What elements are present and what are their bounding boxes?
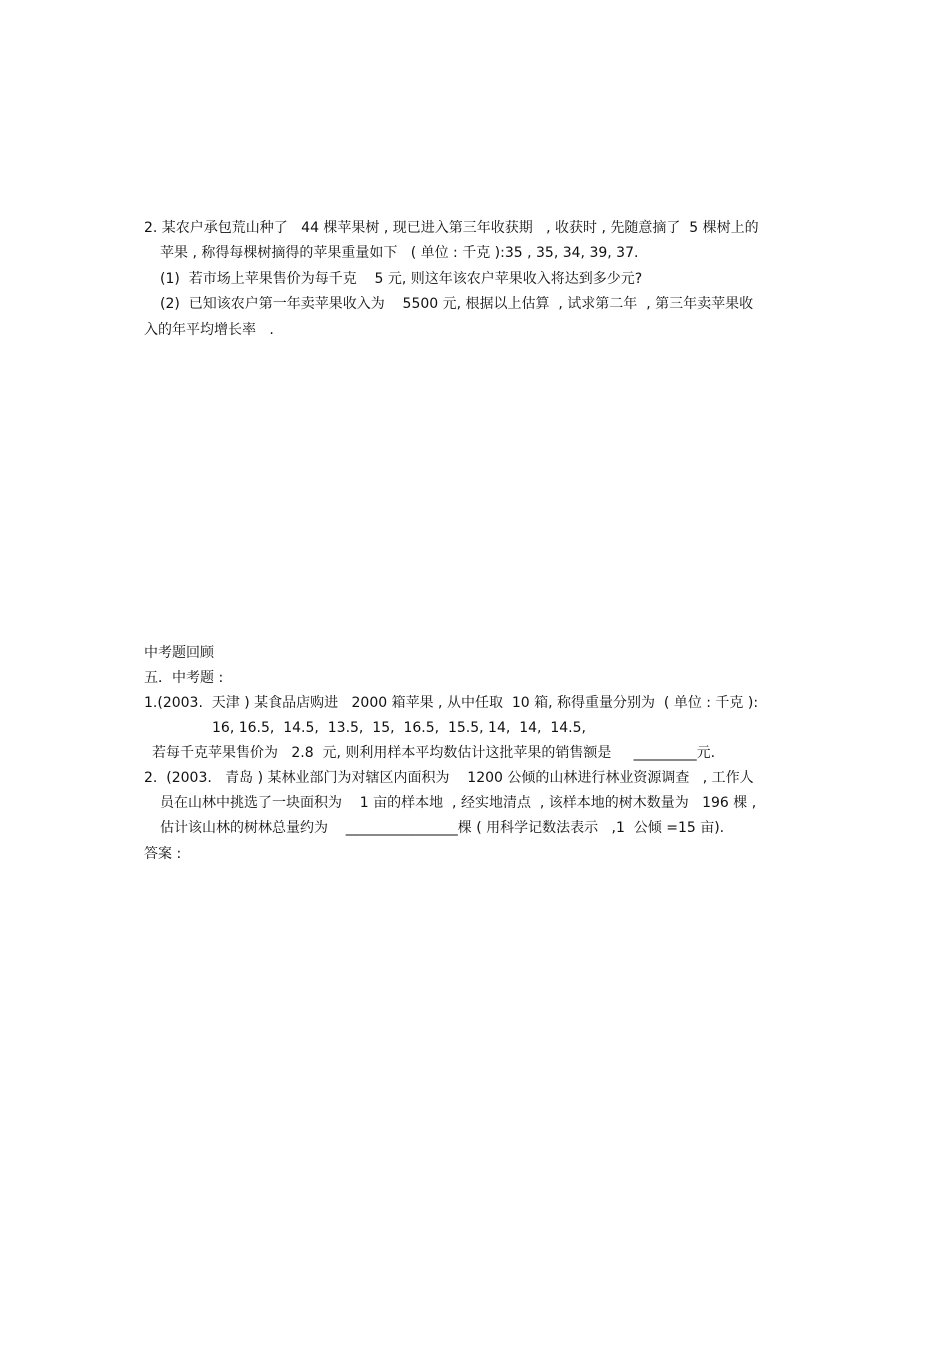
exam-q1-line1: 1.(2003. 天津 ) 某食品店购进 2000 箱苹果 , 从中任取 10 箱, 称得重量分别为 ( 单位 : 千克 ): [144, 695, 759, 711]
exam-q2-line2: 员在山林中挑选了一块面积为 1 亩的样本地 , 经实地清点 , 该样本地的树木数量为 196 棵 , [160, 795, 757, 811]
exam-q2-line3: 估计该山林的树林总量约为 ________________棵 ( 用科学记数法表示 ,1 公倾 =15 亩). [160, 820, 725, 836]
problem2-part2: (2) 已知该农户第一年卖苹果收入为 5500 元, 根据以上估算 , 试求第二年 , 第三年卖苹果收 [160, 296, 754, 312]
exam-q1-data: 16, 16.5, 14.5, 13.5, 15, 16.5, 15.5, 14, 14, 14.5, [212, 720, 586, 736]
exam-section-title: 五．中考题 : [144, 670, 224, 686]
problem2-line5: 入的年平均增长率 . [144, 322, 274, 338]
exam-q2-line1: 2. (2003. 青岛 ) 某林业部门为对辖区内面积为 1200 公倾的山林进行林业资源调查 , 工作人 [144, 770, 754, 786]
problem2-line2: 苹果 , 称得每棵树摘得的苹果重量如下 ( 单位 : 千克 ):35 , 35, 34, 39, 37. [160, 245, 639, 261]
answer-label: 答案 : [144, 846, 182, 862]
problem2-part1: (1) 若市场上苹果售价为每千克 5 元, 则这年该农户苹果收入将达到多少元? [160, 271, 643, 287]
exam-review-heading: 中考题回顾 [144, 645, 214, 661]
exam-q1-line3: 若每千克苹果售价为 2.8 元, 则利用样本平均数估计这批苹果的销售额是 _________元. [152, 745, 716, 761]
problem2-line1: 2. 某农户承包荒山种了 44 棵苹果树 , 现已进入第三年收获期 , 收获时 , 先随意摘了 5 棵树上的 [144, 220, 759, 236]
